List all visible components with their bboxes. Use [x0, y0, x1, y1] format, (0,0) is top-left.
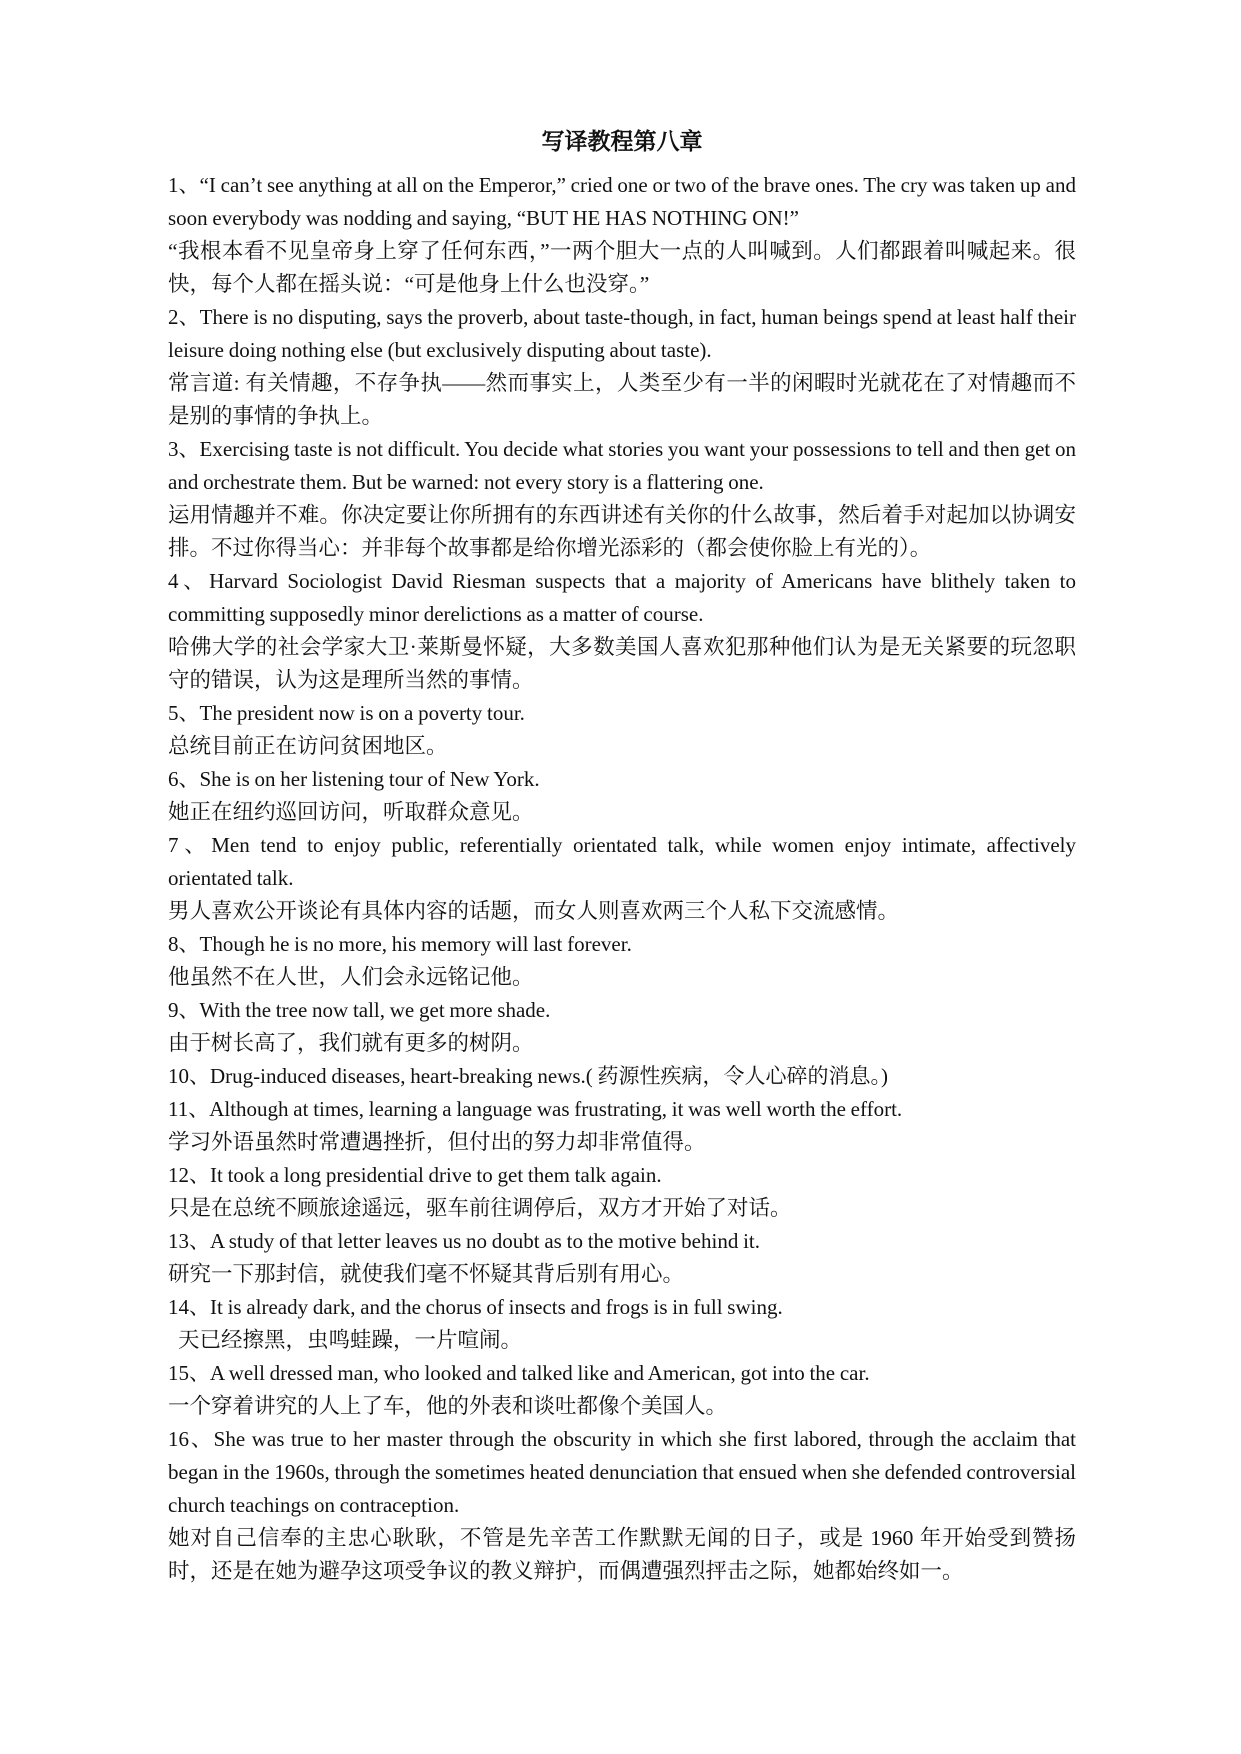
item-16-english: 16、She was true to her master through the obscurity in which she first labored, through the acclaim that began in the 1960s, through the sometimes heated denunciation that ensued when she defended controversial church teachings on contraception.: [168, 1427, 1076, 1517]
item-6-chinese: 她正在纽约巡回访问，听取群众意见。: [168, 800, 534, 824]
item-5-chinese: 总统目前正在访问贫困地区。: [168, 734, 448, 758]
item-14-english: 14、It is already dark, and the chorus of insects and frogs is in full swing.: [168, 1295, 783, 1319]
item-6-english: 6、She is on her listening tour of New York.: [168, 767, 540, 791]
item-1-english: 1、“I can’t see anything at all on the Emperor,” cried one or two of the brave ones. The cry was taken up and soon everybody was nodding and saying, “BUT HE HAS NOTHING ON!”: [168, 173, 1076, 230]
item-11-chinese: 学习外语虽然时常遭遇挫折，但付出的努力却非常值得。: [168, 1130, 706, 1154]
item-4-english: 4、Harvard Sociologist David Riesman suspects that a majority of Americans have blithely taken to committing supposedly minor derelictions as a matter of course.: [168, 569, 1076, 626]
item-13-english: 13、A study of that letter leaves us no doubt as to the motive behind it.: [168, 1229, 760, 1253]
document-body: [168, 169, 1076, 1588]
item-15-chinese: 一个穿着讲究的人上了车，他的外表和谈吐都像个美国人。: [168, 1394, 728, 1418]
item-13-chinese: 研究一下那封信，就使我们毫不怀疑其背后别有用心。: [168, 1262, 685, 1286]
item-3-chinese: 运用情趣并不难。你决定要让你所拥有的东西讲述有关你的什么故事，然后着手对起加以协调安排。不过你得当心：并非每个故事都是给你增光添彩的（都会使你脸上有光的）。: [168, 503, 1076, 560]
item-4-chinese: 哈佛大学的社会学家大卫·莱斯曼怀疑，大多数美国人喜欢犯那种他们认为是无关紧要的玩忽职守的错误，认为这是理所当然的事情。: [168, 635, 1076, 692]
item-3-english: 3、Exercising taste is not difficult. You decide what stories you want your possessions to tell and then get on and orchestrate them. But be warned: not every story is a flattering one.: [168, 437, 1076, 494]
item-12-chinese: 只是在总统不顾旅途遥远，驱车前往调停后，双方才开始了对话。: [168, 1196, 792, 1220]
item-2-chinese: 常言道: 有关情趣，不存争执——然而事实上，人类至少有一半的闲暇时光就花在了对情趣而不是别的事情的争执上。: [168, 371, 1076, 428]
item-9-english: 9、With the tree now tall, we get more shade.: [168, 998, 551, 1022]
item-8-english: 8、Though he is no more, his memory will last forever.: [168, 932, 632, 956]
item-10-english: 10、Drug-induced diseases, heart-breaking news.( 药源性疾病，令人心碎的消息。): [168, 1064, 889, 1088]
item-14-chinese: 天已经擦黑，虫鸣蛙躁，一片喧闹。: [178, 1328, 523, 1352]
item-7-english: 7、Men tend to enjoy public, referentially orientated talk, while women enjoy intimate, affectively orientated talk.: [168, 833, 1076, 890]
item-16-chinese: 她对自己信奉的主忠心耿耿，不管是先辛苦工作默默无闻的日子，或是 1960 年开始受到赞扬时，还是在她为避孕这项受争议的教义辩护，而偶遭强烈抨击之际，她都始终如一。: [168, 1526, 1076, 1583]
item-7-chinese: 男人喜欢公开谈论有具体内容的话题，而女人则喜欢两三个人私下交流感情。: [168, 899, 900, 923]
page-title: 写译教程第八章: [541, 129, 703, 154]
item-8-chinese: 他虽然不在人世，人们会永远铭记他。: [168, 965, 534, 989]
item-1-chinese: “我根本看不见皇帝身上穿了任何东西，”一两个胆大一点的人叫喊到。人们都跟着叫喊起来。很快，每个人都在摇头说：“可是他身上什么也没穿。”: [168, 239, 1076, 296]
item-11-english: 11、Although at times, learning a language was frustrating, it was well worth the effort.: [168, 1097, 903, 1121]
item-12-english: 12、It took a long presidential drive to get them talk again.: [168, 1163, 662, 1187]
item-2-english: 2、There is no disputing, says the proverb, about taste-though, in fact, human beings spend at least half their leisure doing nothing else (but exclusively disputing about taste).: [168, 305, 1076, 362]
item-15-english: 15、A well dressed man, who looked and talked like and American, got into the car.: [168, 1361, 870, 1385]
item-9-chinese: 由于树长高了，我们就有更多的树阴。: [168, 1031, 534, 1055]
item-5-english: 5、The president now is on a poverty tour.: [168, 701, 525, 725]
